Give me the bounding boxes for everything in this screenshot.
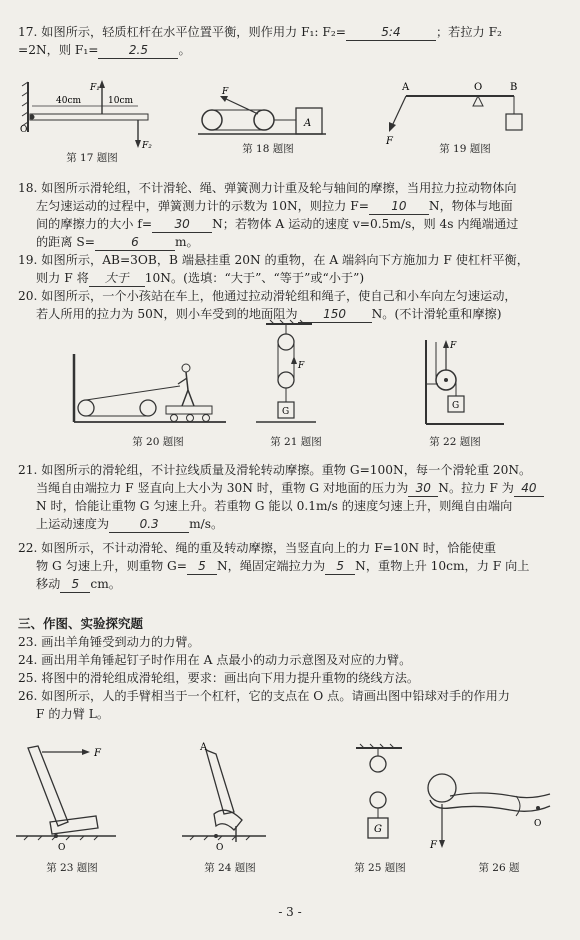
q25-text: 25. 将图中的滑轮组成滑轮组，要求：画出向下用力提升重物的绕线方法。 <box>18 671 420 685</box>
fig18-pull-arrow <box>224 98 258 114</box>
fig19-label-o: O <box>474 82 483 93</box>
q22-line2: 物 G 匀速上升，则重物 G= 5 N，绳固定端拉力为 5 N，重物上升 10cm，力 F 向上 <box>36 559 530 573</box>
fig17-label-o: O <box>20 125 28 135</box>
q21-answer-force[interactable]: 40 <box>514 480 544 497</box>
fig17-pivot <box>30 115 35 120</box>
q22-answer-tension[interactable]: 5 <box>325 558 355 575</box>
fig22-label-f: F <box>450 341 457 351</box>
fig20-moving-pulley <box>140 400 156 416</box>
fig25-pulley-diagram <box>350 744 410 848</box>
fig21-moving-pulley <box>278 372 294 388</box>
caption-19: 第 19 题图 <box>439 143 491 155</box>
q26-line1: 26. 如图所示，人的手臂相当于一个杠杆，它的支点在 O 点。请画出图中铅球对手的作用力 <box>18 689 510 703</box>
q17-answer-f1[interactable]: 2.5 <box>98 42 178 59</box>
q18-answer-f[interactable]: 10 <box>369 198 429 215</box>
q21-answer-pressure[interactable]: 30 <box>408 480 438 497</box>
fig21-label-g: G <box>282 407 290 417</box>
q21-line1: 21. 如图所示的滑轮组，不计拉线质量及滑轮转动摩擦。重物 G=100N，每一个滑轮重 20N。 <box>18 463 532 477</box>
q17-answer-ratio[interactable]: 5:4 <box>346 24 436 41</box>
q20-answer[interactable]: 150 <box>298 306 372 323</box>
q22-line1: 22. 如图所示，不计动滑轮、绳的重及转动摩擦，当竖直向上的力 F=10N 时，恰能使重 <box>18 541 497 555</box>
fig18-fixed-pulley <box>202 110 222 130</box>
fig21-fixed-pulley <box>278 334 294 350</box>
fig23-label-o: O <box>58 843 66 853</box>
caption-18: 第 18 题图 <box>242 143 294 155</box>
fig25-label-g: G <box>374 824 382 835</box>
fig17-lever-bar <box>30 114 148 120</box>
q19-answer[interactable]: 大于 <box>89 270 145 287</box>
caption-21: 第 21 题图 <box>270 436 322 448</box>
caption-17: 第 17 题图 <box>66 152 118 164</box>
fig20-child <box>182 364 190 372</box>
fig24-label-o: O <box>216 843 224 853</box>
fig18-label-a: A <box>304 118 312 129</box>
caption-25: 第 25 题图 <box>354 862 406 874</box>
fig26-forearm <box>430 800 550 811</box>
q23-text: 23. 画出羊角锤受到动力的力臂。 <box>18 635 200 649</box>
fig19-fulcrum <box>473 96 483 106</box>
fig23-hammer-handle <box>28 746 68 826</box>
q17-line2: =2N，则 F₁= 2.5 。 <box>18 43 191 57</box>
fig23-pivot <box>54 834 58 838</box>
q22-line3: 移动 5 cm。 <box>36 577 121 591</box>
fig19-force-arrow <box>392 96 406 126</box>
fig25-moving-pulley <box>370 792 386 808</box>
q26-line2: F 的力臂 L。 <box>36 707 110 721</box>
fig21-pulley-diagram <box>256 318 326 430</box>
q21-answer-speed[interactable]: 0.3 <box>109 516 189 533</box>
caption-22: 第 22 题图 <box>429 436 481 448</box>
fig18-label-f: F <box>222 87 229 97</box>
fig22-pulley-diagram <box>420 336 510 430</box>
caption-20: 第 20 题图 <box>132 436 184 448</box>
fig17-label-40cm: 40cm <box>56 96 82 106</box>
fig19-label-b: B <box>510 82 518 93</box>
fig24-hammer-diagram <box>176 738 276 854</box>
q21-line2: 当绳自由端拉力 F 竖直向上大小为 30N 时，重物 G 对地面的压力为 30 N。拉力 F 为 40 <box>36 480 568 497</box>
q21-line3: N 时，恰能让重物 G 匀速上升。若重物 G 能以 0.1m/s 的速度匀速上升，则绳自由端向 <box>36 499 513 513</box>
caption-24: 第 24 题图 <box>204 862 256 874</box>
fig26-label-f: F <box>430 840 437 851</box>
fig22-label-g: G <box>452 401 460 411</box>
fig20-fixed-pulley <box>78 400 94 416</box>
fig19-label-a: A <box>402 82 410 93</box>
q18-line4: 的距离 S= 6 m。 <box>36 235 199 249</box>
q18-answer-s[interactable]: 6 <box>95 234 175 251</box>
q20-line1: 20. 如图所示，一个小孩站在车上，他通过拉动滑轮组和绳子，使自己和小车向左匀速运动， <box>18 289 517 303</box>
q24-text: 24. 画出用羊角锤起钉子时作用在 A 点最小的动力示意图及对应的力臂。 <box>18 653 412 667</box>
q17-line1: 17. 如图所示，轻质杠杆在水平位置平衡，则作用力 F₁: F₂= 5:4 ；若拉力 F₂ <box>18 25 502 39</box>
fig25-fixed-pulley <box>370 756 386 772</box>
q22-answer-distance[interactable]: 5 <box>60 576 90 593</box>
q18-answer-friction[interactable]: 30 <box>152 216 212 233</box>
fig21-force-arrow <box>291 356 297 364</box>
fig19-label-f: F <box>386 136 393 147</box>
q18-line3: 间的摩擦力的大小 f= 30 N；若物体 A 运动的速度 v=0.5m/s，则 4s 内绳端通过 <box>36 217 519 231</box>
fig23-label-f: F <box>94 748 101 759</box>
fig19-weight <box>506 114 522 130</box>
fig19-lever-diagram <box>386 78 536 148</box>
fig20-cart-diagram <box>70 350 230 430</box>
q18-line2: 左匀速运动的过程中，弹簧测力计的示数为 10N，则拉力 F= 10 N，物体与地面 <box>36 199 513 213</box>
fig17-label-10cm: 10cm <box>108 96 134 106</box>
q18-line1: 18. 如图所示滑轮组，不计滑轮、绳、弹簧测力计重及轮与轴间的摩擦，当用拉力拉动物体向 <box>18 181 517 195</box>
caption-26: 第 26 题 <box>478 862 520 874</box>
fig26-label-o: O <box>534 819 542 829</box>
fig17-lever-diagram <box>20 78 170 153</box>
q19-line2: 则力 F 将 大于 10N。(选填：“大于”、“等于”或“小于”) <box>36 271 365 285</box>
q21-line4: 上运动速度为 0.3 m/s。 <box>36 517 224 531</box>
fig18-pulley-diagram <box>198 86 338 141</box>
fig21-label-f: F <box>298 361 305 371</box>
fig26-arm-diagram <box>420 766 560 856</box>
fig24-hammer-handle <box>206 750 234 814</box>
q19-line1: 19. 如图所示，AB=3OB，B 端悬挂重 20N 的重物，在 A 端斜向下方施加力 F 使杠杆平衡， <box>18 253 529 267</box>
fig23-hammer-diagram <box>10 738 130 854</box>
fig17-label-f2: F₂ <box>142 141 152 151</box>
fig17-label-f1: F₁ <box>90 83 100 93</box>
q20-line2: 若人所用的拉力为 50N，则小车受到的地面阻为 150 N。(不计滑轮重和摩擦) <box>36 307 502 321</box>
page-number: - 3 - <box>278 905 302 919</box>
section-3-heading: 三、作图、实验探究题 <box>18 616 144 631</box>
fig26-shot-ball <box>428 774 456 802</box>
fig24-label-a: A <box>200 742 208 753</box>
fig26-pivot <box>536 806 540 810</box>
caption-23: 第 23 题图 <box>46 862 98 874</box>
fig20-cart <box>166 406 212 414</box>
q22-answer-g[interactable]: 5 <box>187 558 217 575</box>
